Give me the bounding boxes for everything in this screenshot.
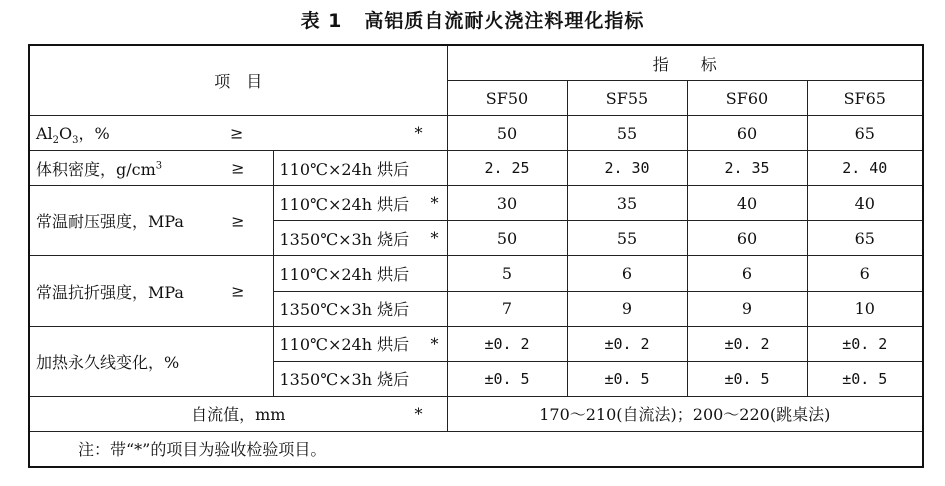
flexural-ge-symbol: ≥ [231,281,245,301]
crushing-2-sf55: 55 [567,221,687,256]
linear-1-sf55: ±0. 2 [567,326,687,361]
linear-2-sf60: ±0. 5 [687,361,807,396]
table-number: 表 1 [300,10,343,32]
linear-2-sf50: ±0. 5 [447,361,567,396]
table-caption [0,6,945,33]
crushing-condition-2 [273,221,447,256]
table-note: 注：带“*”的项目为验收检验项目。 [29,431,923,467]
crushing-ge-symbol: ≥ [231,211,245,231]
flexural-label: 常温抗折强度，MPa [36,282,184,302]
header-item [29,45,447,116]
crushing-1-sf65: 40 [807,186,923,221]
al2o3-label: $Al_2O_3$，% [36,123,110,146]
crushing-1-sf55: 35 [567,186,687,221]
linear-condition-2: 1350℃×3h 烧后 [273,361,447,396]
al2o3-sf50: 50 [447,116,567,151]
flexural-condition-1: 110℃×24h 烘后 [273,256,447,291]
header-indicator-text: 指 标 [652,54,717,74]
row-density [29,151,923,186]
density-ge-symbol: ≥ [231,158,245,178]
al2o3-sf65: 65 [807,116,923,151]
crushing-condition-1-text: 110℃×24h 烘后 [279,194,410,214]
row-flexural-1 [29,256,923,291]
table-title: 高铝质自流耐火浇注料理化指标 [364,10,645,32]
row-linear-1 [29,326,923,361]
density-label-cell [29,151,273,186]
density-sf55: 2. 30 [567,151,687,186]
flexural-label-cell [29,256,273,326]
header-item-text: 项 目 [214,72,263,92]
density-sf60: 2. 35 [687,151,807,186]
spec-table [28,44,924,468]
flexural-1-sf50: 5 [447,256,567,291]
crushing-condition-1 [273,186,447,221]
grade-sf50: SF50 [447,81,567,116]
flexural-1-sf55: 6 [567,256,687,291]
crushing-2-sf65: 65 [807,221,923,256]
row-flow [29,396,923,431]
flexural-2-sf55: 9 [567,291,687,326]
flexural-2-sf60: 9 [687,291,807,326]
crushing-star-2: * [430,228,439,248]
crushing-label: 常温耐压强度，MPa [36,212,184,232]
header-row-1 [29,45,923,81]
flexural-1-sf65: 6 [807,256,923,291]
al2o3-star: * [414,123,423,143]
grade-sf55: SF55 [567,81,687,116]
crushing-2-sf60: 60 [687,221,807,256]
row-al2o3 [29,116,923,151]
header-indicator [447,45,923,81]
linear-2-sf55: ±0. 5 [567,361,687,396]
flexural-1-sf60: 6 [687,256,807,291]
density-sf65: 2. 40 [807,151,923,186]
grade-sf65: SF65 [807,81,923,116]
crushing-label-cell [29,186,273,256]
linear-star-1: * [430,334,439,354]
row-crushing-1 [29,186,923,221]
linear-condition-1-text: 110℃×24h 烘后 [279,335,410,355]
flow-value: 170～210(自流法)；200～220(跳桌法) [447,396,923,431]
linear-2-sf65: ±0. 5 [807,361,923,396]
grade-sf60: SF60 [687,81,807,116]
al2o3-label-cell [29,116,447,151]
row-note [29,431,923,467]
flexural-2-sf50: 7 [447,291,567,326]
flexural-condition-2: 1350℃×3h 烧后 [273,291,447,326]
al2o3-sf60: 60 [687,116,807,151]
crushing-condition-2-text: 1350℃×3h 烧后 [279,229,410,249]
density-sf50: 2. 25 [447,151,567,186]
crushing-star-1: * [430,193,439,213]
crushing-1-sf50: 30 [447,186,567,221]
al2o3-sf55: 55 [567,116,687,151]
flow-label-cell [29,396,447,431]
flexural-2-sf65: 10 [807,291,923,326]
linear-1-sf60: ±0. 2 [687,326,807,361]
linear-label-cell [29,326,273,396]
linear-1-sf50: ±0. 2 [447,326,567,361]
al2o3-ge-symbol: ≥ [230,123,244,143]
flow-star: * [414,404,423,424]
density-label: 体积密度，$g/cm^3$ [36,159,163,179]
linear-label: 加热永久线变化，% [36,352,180,372]
linear-1-sf65: ±0. 2 [807,326,923,361]
flow-label: 自流值，mm [191,405,286,425]
linear-condition-1 [273,326,447,361]
density-condition: 110℃×24h 烘后 [273,151,447,186]
crushing-2-sf50: 50 [447,221,567,256]
crushing-1-sf60: 40 [687,186,807,221]
